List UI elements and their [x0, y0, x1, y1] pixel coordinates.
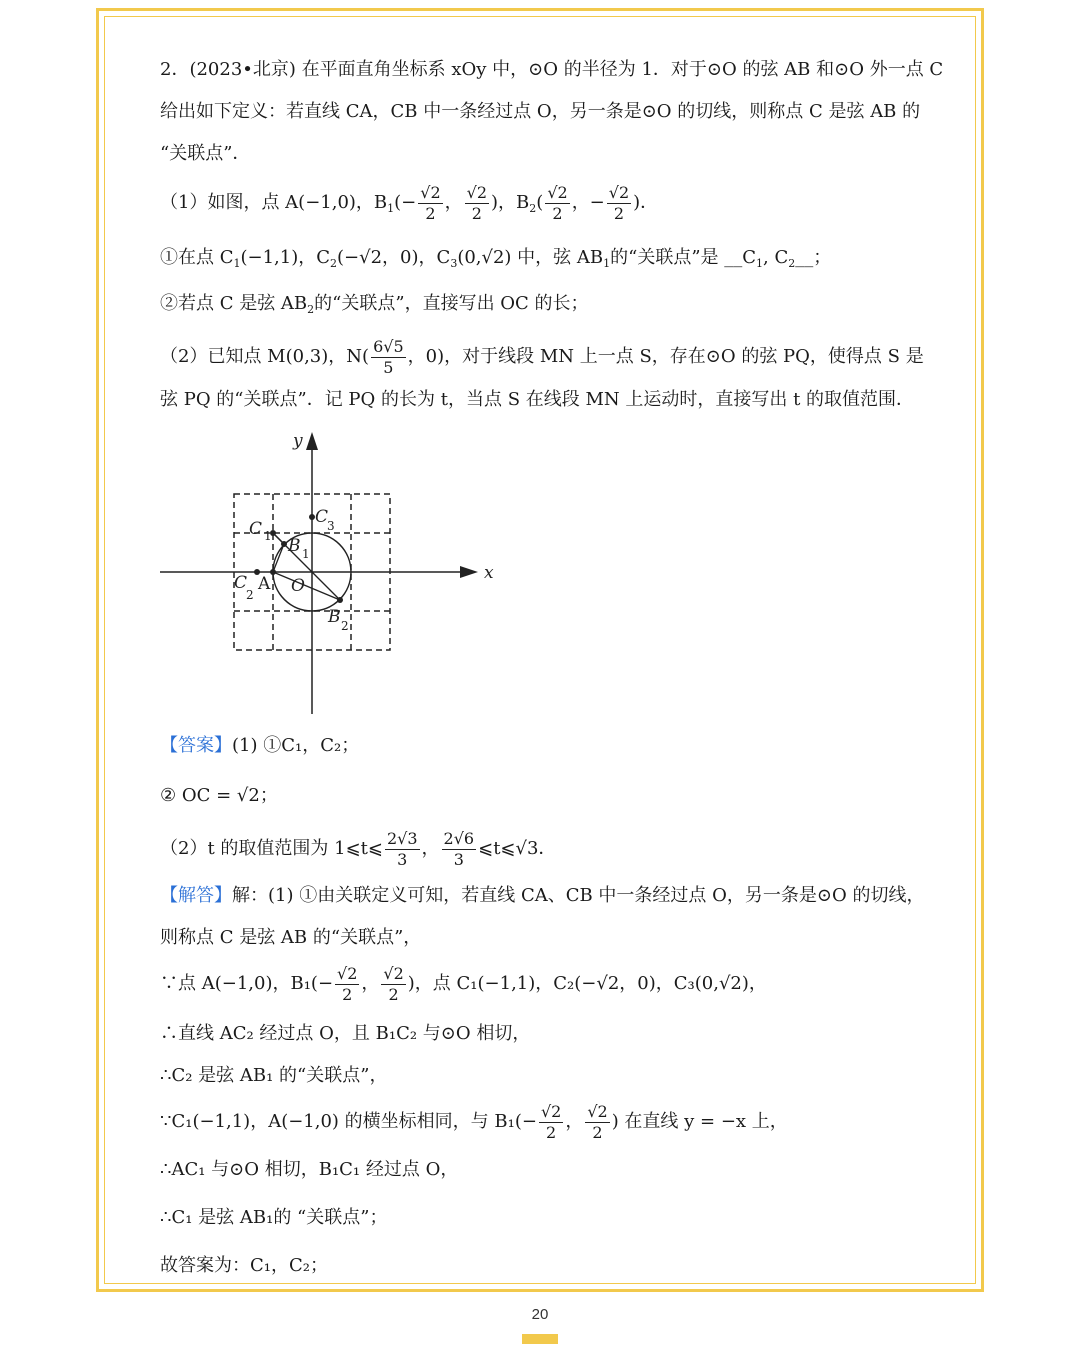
answer-line-1: 【答案】(1) ①C₁，C₂；: [160, 735, 360, 756]
solution-line-9: 故答案为：C₁，C₂；: [160, 1255, 328, 1276]
fraction: $\frac{√2}{2}$: [608, 182, 630, 223]
fraction: $\frac{√2}{2}$: [466, 182, 488, 223]
y-axis-arrow: [306, 432, 318, 450]
fraction: $\frac{6√5}{5}$: [373, 336, 404, 377]
fraction: $\frac{2√6}{3}$: [443, 828, 475, 869]
svg-text:2: 2: [341, 619, 349, 633]
part1-question-2: ②若点 C 是弦 $AB_2$的“关联点”，直接写出 OC 的长；: [160, 293, 589, 316]
label-x: x: [484, 563, 494, 583]
fraction: $\frac{√2}{2}$: [337, 963, 358, 1004]
solution-line-8: ∴C₁ 是弦 AB₁的 “关联点”；: [160, 1207, 388, 1228]
part1-prefix: （1）如图，点 A(−1,0)，B: [160, 192, 388, 213]
fraction: $\frac{√2}{2}$: [540, 1101, 562, 1142]
point-b1: [281, 541, 287, 547]
part1-question-1: ①在点 $C_1(-1,1)$，$C_2(-√2$，0)，$C_3(0,√2)$ 中，弦 $AB_1$的“关联点”是 $\_\_C_1$, $C_2\_\_$；: [160, 247, 832, 270]
solution-line-1: 【解答】解：(1) ①由关联定义可知，若直线 CA、CB 中一条经过点 O，另一条是⊙O 的切线，: [160, 885, 925, 906]
point-a: [270, 569, 276, 575]
part2-line: （2）已知点 M(0,3)，N( $\frac{6√5}{5}$ ，0)，对于线段 MN 上一点 S，存在⊙O 的弦 PQ，使得点 S 是: [160, 336, 924, 377]
part1-line: （1）如图，点 A(−1,0)，$B_1(-$ $\frac{√2}{2}$ ， $\frac{√2}{2}$ )，$B_2$( $\frac{√2}{2}$ ，− $\frac{√2}{2}$ )．: [160, 182, 659, 223]
answer-line-3: （2）t 的取值范围为 1⩽t⩽ $\frac{2√3}{3}$ ， $\frac{2√6}{3}$ ⩽t⩽√3．: [160, 828, 557, 869]
solution-label: 【解答】: [160, 885, 232, 906]
part2-line-2: 弦 PQ 的“关联点”．记 PQ 的长为 t，当点 S 在线段 MN 上运动时，直接写出 t 的取值范围．: [160, 389, 915, 410]
solution-line-6: ∵C₁(−1,1)，A(−1,0) 的横坐标相同，与 B₁(− $\frac{√2}{2}$ ， $\frac{√2}{2}$ ) 在直线 y = −x 上，: [160, 1101, 788, 1142]
fraction: $\frac{√2}{2}$: [420, 182, 441, 223]
coordinate-figure: [160, 424, 500, 724]
label-c3: C: [315, 507, 329, 527]
fraction: $\frac{√2}{2}$: [587, 1101, 608, 1142]
fraction: $\frac{2√3}{3}$: [386, 828, 418, 869]
x-axis-arrow: [460, 566, 478, 578]
label-o: O: [291, 576, 305, 596]
svg-text:3: 3: [327, 519, 335, 533]
page-number: 20: [531, 1306, 549, 1323]
label-b1: B: [288, 536, 301, 556]
svg-text:1: 1: [302, 547, 310, 561]
point-b2: [337, 597, 343, 603]
label-a: A: [258, 574, 271, 594]
solution-line-5: ∴C₂ 是弦 AB₁ 的“关联点”，: [160, 1065, 388, 1086]
label-b2: B: [328, 607, 341, 627]
page-footer-bar: [522, 1334, 558, 1344]
question-line-3: “关联点”．: [160, 143, 251, 164]
label-y: y: [293, 431, 303, 451]
fraction: $\frac{√2}{2}$: [547, 182, 568, 223]
question-line-1: 2．(2023•北京) 在平面直角坐标系 xOy 中，⊙O 的半径为 1．对于⊙O 的弦 AB 和⊙O 外一点 C: [160, 59, 944, 80]
label-c1: C: [249, 519, 263, 539]
svg-text:2: 2: [246, 588, 254, 602]
answer-line-2: ② OC = √2；: [160, 785, 278, 806]
solution-line-2: 则称点 C 是弦 AB 的“关联点”，: [160, 927, 422, 948]
answer-label: 【答案】: [160, 735, 232, 756]
solution-line-7: ∴AC₁ 与⊙O 相切，B₁C₁ 经过点 O，: [160, 1159, 459, 1180]
fraction: $\frac{√2}{2}$: [383, 963, 404, 1004]
question-line-2: 给出如下定义：若直线 CA，CB 中一条经过点 O，另一条是⊙O 的切线，则称点 C 是弦 AB 的: [160, 101, 921, 122]
label-c2: C: [234, 573, 248, 593]
solution-line-4: ∴直线 AC₂ 经过点 O，且 B₁C₂ 与⊙O 相切，: [160, 1023, 531, 1044]
solution-line-3: ∵点 A(−1,0)，B₁(− $\frac{√2}{2}$ ， $\frac{√2}{2}$ )，点 C₁(−1,1)，C₂(−√2，0)，C₃(0,√2)，: [160, 963, 767, 1004]
svg-text:1: 1: [264, 529, 272, 543]
